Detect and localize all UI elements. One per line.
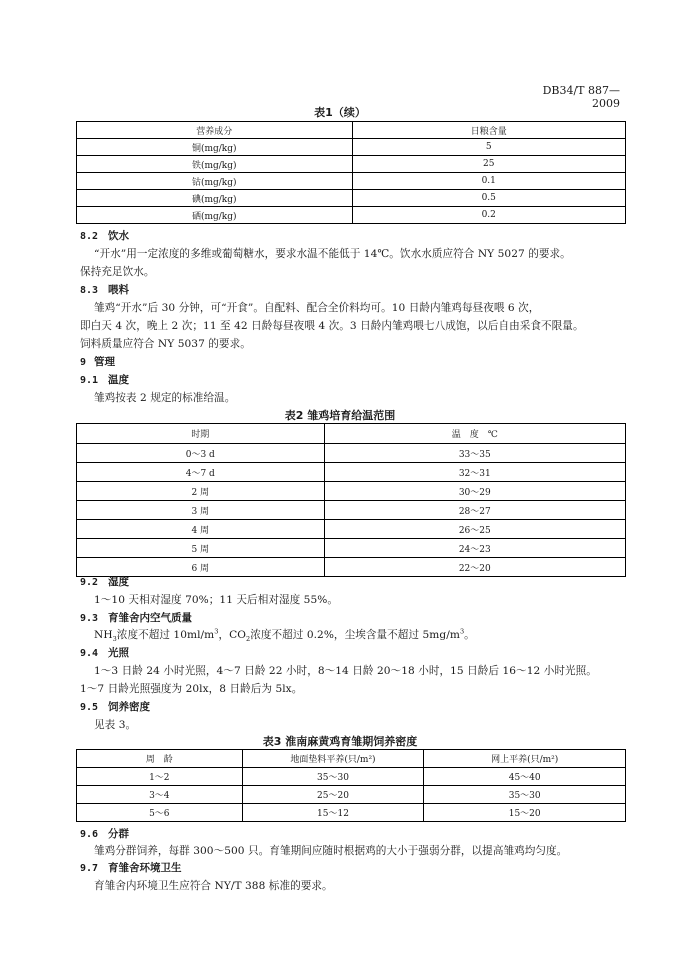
table2-header-temperature: 温 度 ℃: [324, 424, 625, 444]
table-row: [77, 482, 626, 501]
table1-cell: 25: [352, 156, 626, 173]
table3-header-floor-density: 地面垫料平养(只/m²): [242, 750, 424, 768]
section-title: 饮水: [108, 230, 129, 242]
section-9-2-heading: [80, 574, 129, 589]
table1-cell: 5: [352, 139, 626, 156]
table1-cell: 碘(mg/kg): [77, 190, 353, 207]
table-row: [77, 501, 626, 520]
section-number: 9.1: [80, 375, 99, 386]
table-row: [77, 139, 626, 156]
table3-cell: 5～6: [77, 804, 243, 822]
section-title: 温度: [108, 374, 129, 386]
text-fragment: ，CO: [218, 629, 246, 641]
section-title: 饲养密度: [108, 701, 150, 713]
table-row: [77, 156, 626, 173]
table3-caption: 表3 淮南麻黄鸡育雏期饲养密度: [262, 735, 418, 748]
table3-header-net-density: 网上平养(只/m²): [424, 750, 626, 768]
table3-cell: 25～20: [242, 786, 424, 804]
section-number: 8.3: [80, 285, 99, 296]
subscript: 2: [246, 635, 251, 644]
table3-cell: 35～30: [242, 768, 424, 786]
section-9-4-heading: [80, 645, 129, 660]
section-number: 9.5: [80, 702, 99, 713]
section-title: 光照: [108, 647, 129, 659]
section-number: 9.6: [80, 829, 99, 840]
text-fragment: 浓度不超过 10ml/m: [116, 629, 215, 641]
table2-cell: 24～23: [324, 539, 625, 558]
paragraph-line: 雏鸡分群饲养，每群 300～500 只。育雏期间应随时根据鸡的大小于强弱分群，以提高雏鸡均匀度。: [94, 845, 568, 857]
section-9-5-heading: [80, 699, 150, 714]
section-9-6-heading: [80, 826, 129, 841]
table2-cell: 33～35: [324, 444, 625, 463]
document-id: DB34/T 887—2009: [542, 84, 620, 110]
paragraph-line: 育雏舍内环境卫生应符合 NY/T 388 标准的要求。: [94, 880, 333, 892]
table2-caption: 表2 雏鸡培育给温范围: [284, 409, 396, 422]
table-row: [77, 444, 626, 463]
table2-cell: 26～25: [324, 520, 625, 539]
section-9-heading: [80, 354, 115, 369]
table3-cell: 35～30: [424, 786, 626, 804]
paragraph-line: 1～3 日龄 24 小时光照，4～7 日龄 22 小时，8～14 日龄 20～18 小时，15 日龄后 16～12 小时光照。: [94, 665, 597, 677]
paragraph-line: 即白天 4 次，晚上 2 次；11 至 42 日龄每昼夜喂 4 次。3 日龄内雏鸡喂七八成饱，以后自由采食不限量。: [80, 320, 584, 332]
table2-cell: 6 周: [77, 558, 325, 577]
section-9-1-heading: [80, 372, 129, 387]
section-number: 9.2: [80, 577, 99, 588]
paragraph-line: “开水”用一定浓度的多维或葡萄糖水，要求水温不能低于 14℃。饮水水质应符合 NY 5027 的要求。: [94, 248, 571, 260]
paragraph-line: 1～10 天相对湿度 70%；11 天后相对湿度 55%。: [94, 594, 339, 606]
table1-cell: 钴(mg/kg): [77, 173, 353, 190]
paragraph-line: 饲料质量应符合 NY 5037 的要求。: [80, 338, 251, 350]
superscript: 3: [214, 627, 219, 636]
table2-cell: 30～29: [324, 482, 625, 501]
table1-cell: 硒(mg/kg): [77, 207, 353, 224]
table3-cell: 1～2: [77, 768, 243, 786]
table2-cell: 0～3 d: [77, 444, 325, 463]
table-row: [77, 786, 626, 804]
table2-cell: 3 周: [77, 501, 325, 520]
table-row: [77, 207, 626, 224]
table1-header-content: 日粮含量: [352, 122, 626, 139]
air-quality-paragraph: [94, 627, 475, 643]
table1-cell: 铁(mg/kg): [77, 156, 353, 173]
table3-cell: 45～40: [424, 768, 626, 786]
paragraph-line: 雏鸡按表 2 规定的标准给温。: [94, 392, 236, 404]
section-title: 分群: [108, 828, 129, 840]
section-title: 育雏舍内空气质量: [108, 612, 192, 624]
table2-cell: 28～27: [324, 501, 625, 520]
table-row: [77, 539, 626, 558]
section-number: 9.7: [80, 863, 99, 874]
text-fragment: NH: [94, 629, 113, 641]
table1-cell: 0.5: [352, 190, 626, 207]
table2-cell: 5 周: [77, 539, 325, 558]
section-title: 喂料: [108, 284, 129, 296]
section-8-3-heading: [80, 282, 129, 297]
table3: [76, 749, 626, 822]
table3-cell: 15～20: [424, 804, 626, 822]
table3-cell: 3～4: [77, 786, 243, 804]
paragraph-line: 见表 3。: [94, 719, 137, 731]
section-9-7-heading: [80, 860, 182, 875]
table2-cell: 22～20: [324, 558, 625, 577]
table2-cell: 4～7 d: [77, 463, 325, 482]
table2-cell: 2 周: [77, 482, 325, 501]
table-row: [77, 558, 626, 577]
table-row: [77, 520, 626, 539]
table3-header-week-age: 周 龄: [77, 750, 243, 768]
table1-cell: 0.1: [352, 173, 626, 190]
section-8-2-heading: [80, 228, 129, 243]
superscript: 3: [459, 627, 465, 636]
subscript: 3: [112, 635, 117, 644]
paragraph-line: 保持充足饮水。: [80, 266, 155, 278]
section-number: 9.3: [80, 613, 99, 624]
table1-caption: 表1（续）: [314, 106, 366, 119]
section-number: 9.4: [80, 648, 99, 659]
table1: [76, 121, 626, 224]
table1-cell: 0.2: [352, 207, 626, 224]
table-row: [77, 190, 626, 207]
table-row: [77, 173, 626, 190]
section-title: 管理: [94, 356, 115, 368]
section-number: 8.2: [80, 231, 99, 242]
table2-header-period: 时期: [77, 424, 325, 444]
table2-cell: 32～31: [324, 463, 625, 482]
table1-header-nutrient: 营养成分: [77, 122, 353, 139]
text-fragment: 。: [464, 629, 475, 641]
table-row: [77, 804, 626, 822]
table-row: [77, 768, 626, 786]
table2: [76, 423, 626, 577]
text-fragment: 浓度不超过 0.2%，尘埃含量不超过 5mg/m: [250, 629, 460, 641]
table1-cell: 铜(mg/kg): [77, 139, 353, 156]
table-row: [77, 463, 626, 482]
section-number: 9: [80, 357, 87, 368]
table2-cell: 4 周: [77, 520, 325, 539]
paragraph-line: 雏鸡“开水”后 30 分钟，可“开食”。自配料、配合全价料均可。10 日龄内雏鸡每昼夜喂 6 次，: [94, 302, 540, 314]
section-title: 育雏舍环境卫生: [108, 862, 182, 874]
paragraph-line: 1～7 日龄光照强度为 20lx，8 日龄后为 5lx。: [80, 683, 303, 695]
table3-cell: 15～12: [242, 804, 424, 822]
section-title: 湿度: [108, 576, 129, 588]
section-9-3-heading: [80, 610, 192, 625]
